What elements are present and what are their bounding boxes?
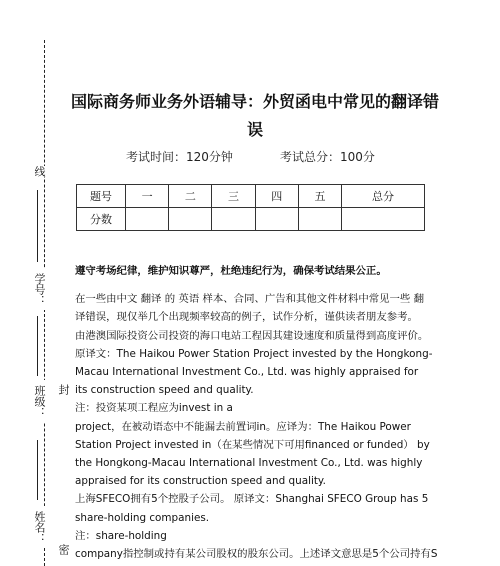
score-cell[interactable] — [298, 208, 341, 231]
table-header-cell: 总分 — [342, 185, 425, 208]
margin-label-name: 姓名： — [30, 506, 46, 548]
margin-label-class: 班级： — [30, 380, 46, 422]
table-header-cell: 五 — [298, 185, 341, 208]
paragraph: 在一些由中文 翻译 的 英语 样本、合同、广告和其他文件材料中常见一些 翻译错误，现仅举几个出现频率较高的例子，试作分析，谨供读者朋友参考。 — [75, 293, 425, 324]
paragraph: 由港澳国际投资公司投资的海口电站工程因其建设速度和质量得到高度评价。 — [75, 329, 429, 342]
paragraph: company指控制或持有某公司股权的股东公司。上述译文意思是5个公司持有S — [75, 548, 438, 561]
score-cell[interactable] — [212, 208, 255, 231]
table-header-cell: 三 — [212, 185, 255, 208]
paragraph: 上海SFECO拥有5个控股子公司。 原译文：Shanghai SFECO Group has 5 share-holding companies. — [75, 493, 429, 524]
score-cell[interactable] — [342, 208, 425, 231]
paragraph: 注：投资某项工程应为invest in a — [75, 402, 233, 415]
table-header-cell: 四 — [255, 185, 298, 208]
score-cell[interactable] — [169, 208, 212, 231]
table-header-cell: 一 — [126, 185, 169, 208]
class-blank — [37, 316, 38, 376]
score-table-score-row — [77, 208, 425, 231]
exam-time: 考试时间：120分钟 — [126, 150, 233, 164]
document-title: 国际商务师业务外语辅导：外贸函电中常见的翻译错误 — [70, 92, 439, 139]
margin-label-student-id: 学号： — [30, 268, 46, 310]
table-header-cell: 二 — [169, 185, 212, 208]
score-row-label: 分数 — [77, 208, 126, 231]
exam-total-score: 考试总分：100分 — [280, 150, 375, 164]
name-blank — [37, 440, 38, 500]
score-table-header-row — [77, 185, 425, 208]
score-cell[interactable] — [126, 208, 169, 231]
margin-seal-xian: 线 — [30, 166, 46, 177]
student-id-blank — [37, 190, 38, 262]
paragraph: 原译文：The Haikou Power Station Project invested by the Hongkong-Macau International Investment Co., Ltd. was highly appraised for its construction speed and quality. — [75, 347, 433, 397]
exam-rules: 遵守考场纪律，维护知识尊严，杜绝违纪行为，确保考试结果公正。 — [75, 265, 387, 277]
paragraph: 注：share-holding — [75, 529, 167, 542]
margin-seal-feng: 封 — [54, 384, 70, 395]
table-header-cell: 题号 — [77, 185, 126, 208]
score-cell[interactable] — [255, 208, 298, 231]
score-table — [76, 184, 425, 231]
document-body — [75, 262, 438, 563]
paragraph: project，在被动语态中不能漏去前置词in。应译为：The Haikou Power Station Project invested in（在某些情况下可用financed or funded） by the Hongkong-Macau International Investment Co., Ltd. was highly appraised for its construction speed and quality. — [75, 420, 430, 488]
margin-seal-mi: 密 — [54, 544, 70, 555]
